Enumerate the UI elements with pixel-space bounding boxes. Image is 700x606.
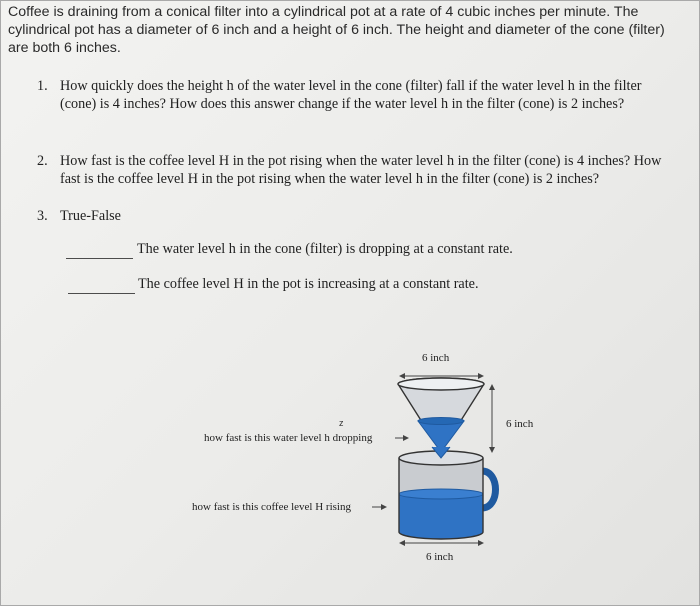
problem-intro: Coffee is draining from a conical filter into a cylindrical pot at a rate of 4 cubic inches per minute. The cylindrical pot has a diameter of 6 inch and a height of 6 inch. The height and diameter of the cone (filter) are both 6 inches. [8,4,665,56]
question-number: 2. [37,153,48,169]
tf-statement-1: The water level h in the cone (filter) is dropping at a constant rate. [137,241,513,257]
cylindrical-pot [399,447,496,539]
cone-filter [398,378,484,452]
pot-coffee [399,494,483,532]
pot-handle [482,471,496,508]
tf-statement-2: The coffee level H in the pot is increasing at a constant rate. [138,276,479,292]
pot-question-label: how fast is this coffee level H rising [192,501,351,513]
svg-text:z: z [339,418,344,428]
cone-diameter-label: 6 inch [422,352,450,364]
question-text: How quickly does the height h of the water level in the cone (filter) fall if the water level h in the filter (cone) is 4 inches? How does this answer change if the water level h in the filter (cone) is 2 inches? [60,78,642,112]
height-label: 6 inch [506,418,534,430]
pot-diameter-label: 6 inch [426,551,454,563]
question-number: 3. [37,208,48,224]
question-number: 1. [37,78,48,94]
question-text: True-False [60,208,121,224]
cone-question-label: how fast is this water level h dropping [204,432,373,444]
question-text: How fast is the coffee level H in the pot rising when the water level h in the filter (cone) is 4 inches? How fast is the coffee level H in the pot rising when the water level h in the filter (cone) is 2 inches? [60,153,662,187]
